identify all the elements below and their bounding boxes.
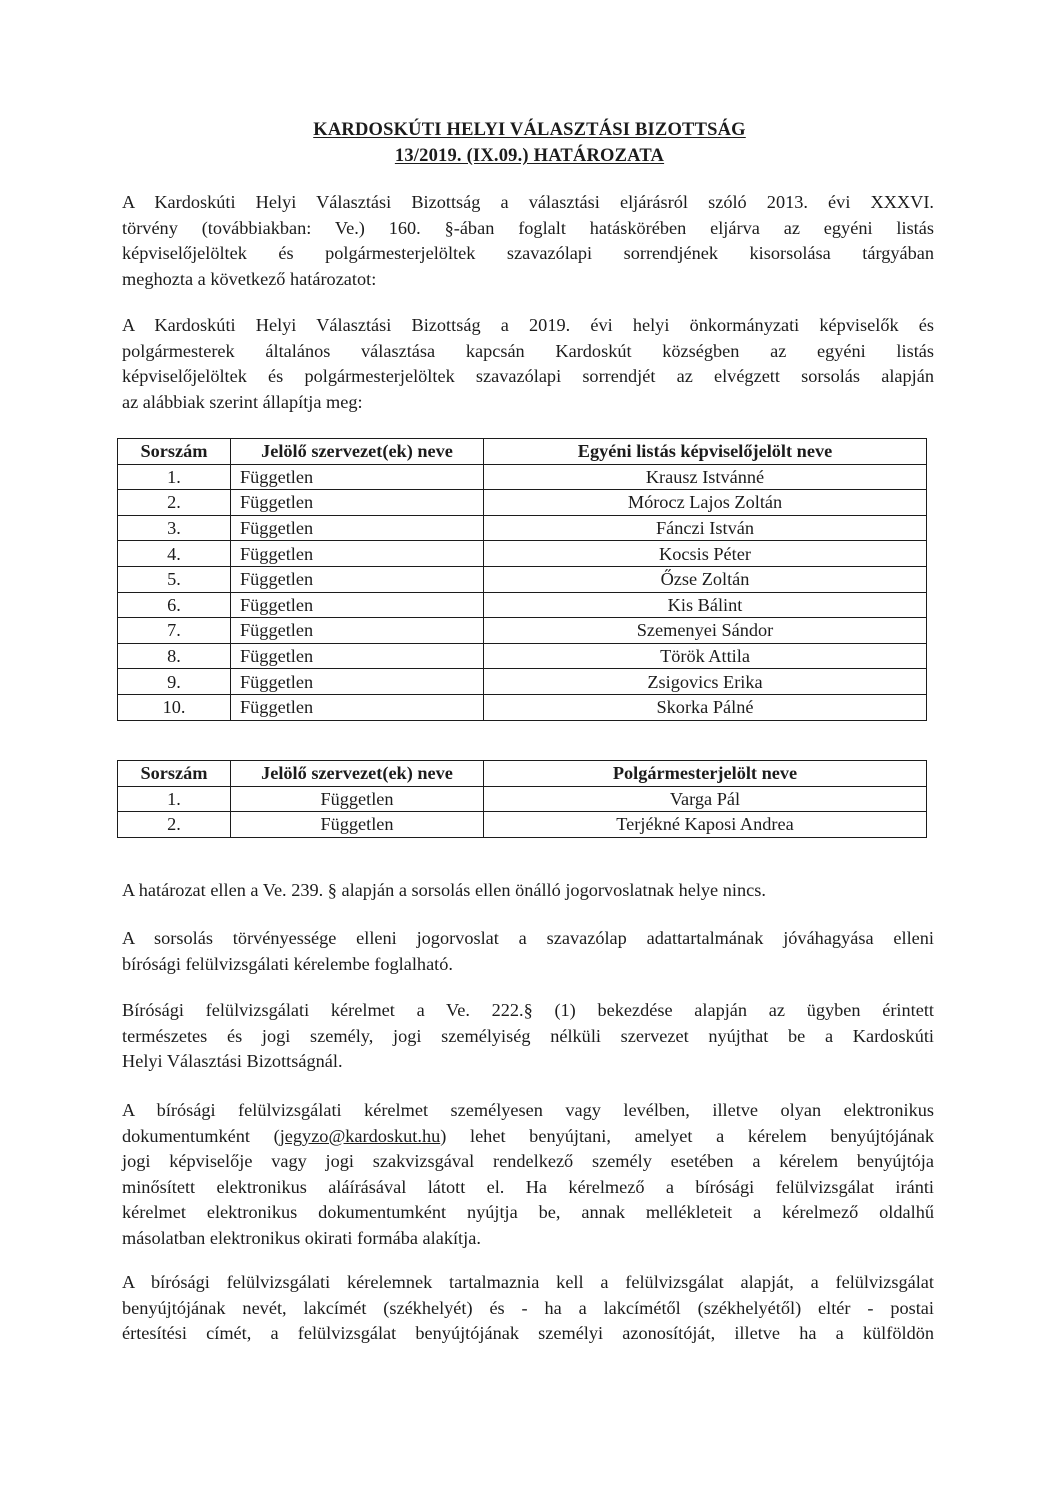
text-line: másolatban elektronikus okirati formába alakítja. xyxy=(122,1227,481,1248)
text-line: A bírósági felülvizsgálati kérelmet személyesen vagy levélben, illetve olyan elektronikus xyxy=(122,1100,934,1120)
column-header-organization: Jelölő szervezet(ek) neve xyxy=(231,761,484,787)
row-candidate: Zsigovics Erika xyxy=(484,669,927,695)
text-line: A Kardoskúti Helyi Választási Bizottság a választási eljárásról szóló 2013. évi XXXVI. xyxy=(122,192,934,212)
representative-candidates-table xyxy=(117,438,927,721)
row-number: 8. xyxy=(118,643,231,669)
text-fragment: ) lehet benyújtani, amelyet a kérelem benyújtójának xyxy=(440,1125,935,1146)
table-row xyxy=(118,786,927,812)
table-row xyxy=(118,694,927,720)
text-line: törvény (továbbiakban: Ve.) 160. §-ában foglalt hatáskörében eljárva az egyéni listás xyxy=(122,217,934,238)
row-number: 7. xyxy=(118,618,231,644)
text-line: képviselőjelöltek és polgármesterjelöltek szavazólapi sorrendjét az elvégzett sorsolás alapján xyxy=(122,366,934,387)
email-link[interactable]: jegyzo@kardoskut.hu xyxy=(279,1125,441,1146)
row-organization: Független xyxy=(231,812,484,838)
decision-paragraph xyxy=(122,313,934,415)
column-header-organization: Jelölő szervezet(ek) neve xyxy=(231,439,484,465)
column-header-number: Sorszám xyxy=(118,439,231,465)
text-line: bírósági felülvizsgálati kérelembe foglalható. xyxy=(122,953,453,974)
table-row xyxy=(118,541,927,567)
text-line: az alábbiak szerint állapítja meg: xyxy=(122,391,363,412)
text-line: jogi képviselője vagy jogi szakvizsgával rendelkező személy esetében a kérelem benyújtója xyxy=(122,1151,934,1172)
text-line: értesítési címét, a felülvizsgálat benyújtójának személyi azonosítóját, illetve ha a külföldön xyxy=(122,1323,934,1344)
row-candidate: Krausz Istvánné xyxy=(484,464,927,490)
row-organization: Független xyxy=(231,592,484,618)
row-candidate: Fánczi István xyxy=(484,515,927,541)
row-organization: Független xyxy=(231,669,484,695)
text-fragment: dokumentumként ( xyxy=(122,1125,280,1146)
submission-paragraph xyxy=(122,1098,934,1252)
row-number: 2. xyxy=(118,490,231,516)
row-number: 2. xyxy=(118,812,231,838)
text-line: A határozat ellen a Ve. 239. § alapján a sorsolás ellen önálló jogorvoslatnak helye nincs. xyxy=(122,880,766,900)
column-header-candidate: Polgármesterjelölt neve xyxy=(484,761,927,787)
mayor-candidates-table xyxy=(117,760,927,838)
row-candidate: Mórocz Lajos Zoltán xyxy=(484,490,927,516)
row-organization: Független xyxy=(231,490,484,516)
table-row xyxy=(118,566,927,592)
text-line: A Kardoskúti Helyi Választási Bizottság a 2019. évi helyi önkormányzati képviselők és xyxy=(122,315,934,335)
row-candidate: Kis Bálint xyxy=(484,592,927,618)
row-organization: Független xyxy=(231,566,484,592)
table-row xyxy=(118,464,927,490)
text-line: minősített elektronikus aláírásával látott el. Ha kérelmező a bírósági felülvizsgálat iránti xyxy=(122,1176,934,1197)
table-row xyxy=(118,669,927,695)
table-row xyxy=(118,490,927,516)
remedy-paragraph xyxy=(122,878,934,904)
row-candidate: Szemenyei Sándor xyxy=(484,618,927,644)
row-number: 3. xyxy=(118,515,231,541)
text-line: Helyi Választási Bizottságnál. xyxy=(122,1051,343,1072)
row-candidate: Varga Pál xyxy=(484,786,927,812)
row-candidate: Terjékné Kaposi Andrea xyxy=(484,812,927,838)
row-number: 1. xyxy=(118,786,231,812)
text-line: Bírósági felülvizsgálati kérelmet a Ve. 222.§ (1) bekezdése alapján az ügyben érintett xyxy=(122,1000,934,1020)
row-number: 6. xyxy=(118,592,231,618)
row-number: 1. xyxy=(118,464,231,490)
text-line: kérelmet elektronikus dokumentumként nyújtja be, annak mellékleteit a kérelmező oldalhű xyxy=(122,1202,934,1223)
text-line: természetes és jogi személy, jogi személyiség nélküli szervezet nyújthat be a Kardoskúti xyxy=(122,1025,934,1046)
column-header-number: Sorszám xyxy=(118,761,231,787)
column-header-candidate: Egyéni listás képviselőjelölt neve xyxy=(484,439,927,465)
row-organization: Független xyxy=(231,464,484,490)
table-row xyxy=(118,515,927,541)
row-candidate: Török Attila xyxy=(484,643,927,669)
text-line xyxy=(122,1124,934,1150)
text-line: benyújtójának nevét, lakcímét (székhelyét) és - ha a lakcímétől (székhelyétől) eltér - postai xyxy=(122,1297,934,1318)
row-number: 10. xyxy=(118,694,231,720)
row-candidate: Kocsis Péter xyxy=(484,541,927,567)
text-line: A sorsolás törvényessége elleni jogorvoslat a szavazólap adattartalmának jóváhagyása elleni xyxy=(122,928,934,948)
review-request-paragraph xyxy=(122,998,934,1075)
row-number: 9. xyxy=(118,669,231,695)
text-line: meghozta a következő határozatot: xyxy=(122,268,377,289)
row-organization: Független xyxy=(231,786,484,812)
table-row xyxy=(118,643,927,669)
text-line: polgármesterek általános választása kapcsán Kardoskút községben az egyéni listás xyxy=(122,340,934,361)
legality-paragraph xyxy=(122,926,934,977)
table-header-row xyxy=(118,439,927,465)
intro-paragraph xyxy=(122,190,934,292)
row-organization: Független xyxy=(231,694,484,720)
row-number: 5. xyxy=(118,566,231,592)
table-row xyxy=(118,812,927,838)
row-organization: Független xyxy=(231,541,484,567)
row-organization: Független xyxy=(231,618,484,644)
content-requirements-paragraph xyxy=(122,1270,934,1347)
table-row xyxy=(118,618,927,644)
document-title: KARDOSKÚTI HELYI VÁLASZTÁSI BIZOTTSÁG xyxy=(313,120,746,140)
row-organization: Független xyxy=(231,643,484,669)
row-candidate: Őzse Zoltán xyxy=(484,566,927,592)
text-line: képviselőjelöltek és polgármesterjelöltek szavazólapi sorrendjének kisorsolása tárgyában xyxy=(122,243,934,264)
row-organization: Független xyxy=(231,515,484,541)
row-number: 4. xyxy=(118,541,231,567)
document-subtitle: 13/2019. (IX.09.) HATÁROZATA xyxy=(394,146,665,166)
row-candidate: Skorka Pálné xyxy=(484,694,927,720)
text-line: A bírósági felülvizsgálati kérelemnek tartalmaznia kell a felülvizsgálat alapját, a felülvizsgálat xyxy=(122,1272,934,1292)
table-header-row xyxy=(118,761,927,787)
table-row xyxy=(118,592,927,618)
